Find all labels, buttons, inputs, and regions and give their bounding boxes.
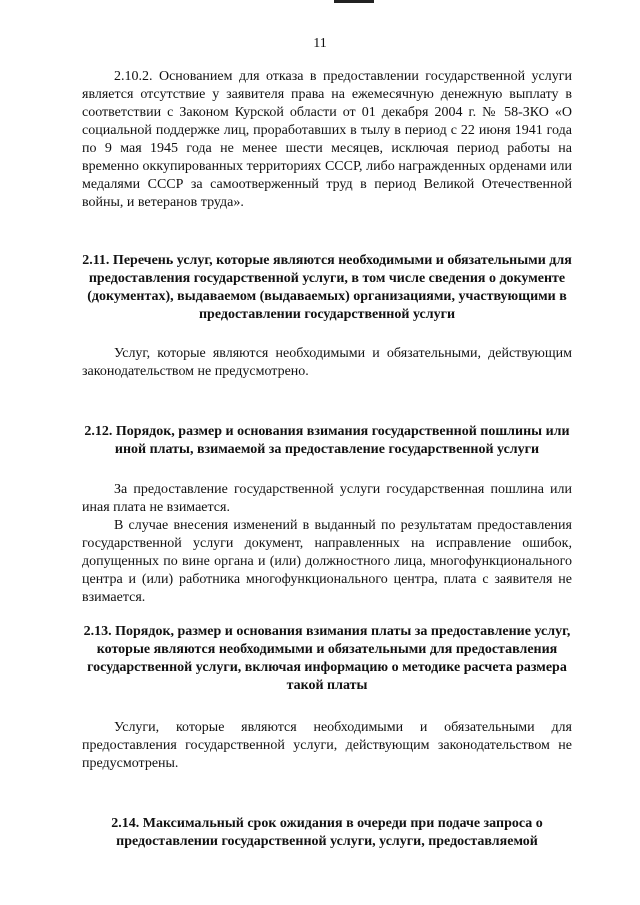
paragraph-2-12-fee: За предоставление государственной услуги государственная пошлина или иная плата не взимается. — [82, 482, 572, 515]
heading-2-13: 2.13. Порядок, размер и основания взимания платы за предоставление услуг, которые являются необходимыми и обязательными для предоставления государственной услуги, включая информацию о методике расчета размера такой платы — [83, 624, 571, 693]
paragraph-2-11: Услуг, которые являются необходимыми и обязательными, действующим законодательством не предусмотрено. — [82, 346, 572, 379]
heading-2-11: 2.11. Перечень услуг, которые являются необходимыми и обязательными для предоставления государственной услуги, в том числе сведения о документе (документах), выдаваемом (выдаваемых) организациями, участвующими в предоставлении государственной услуги — [82, 253, 572, 322]
document-body — [82, 68, 572, 851]
page-number: 11 — [313, 36, 327, 51]
paragraph-2-13: Услуги, которые являются необходимыми и обязательными для предоставления государственной услуги, действующим законодательством не предусмотрены. — [82, 720, 572, 771]
top-edge-mark — [334, 0, 374, 3]
heading-2-12: 2.12. Порядок, размер и основания взимания государственной пошлины или иной платы, взимаемой за предоставление государственной услуги — [84, 424, 570, 457]
paragraph-2-12-corrections: В случае внесения изменений в выданный по результатам предоставления государственной услуги документ, направленных на исправление ошибок, допущенных по вине органа и (или) должностного лица, многофункционального центра и (или) работника многофункционального центра, плата с заявителя не взимается. — [82, 518, 572, 605]
heading-2-14: 2.14. Максимальный срок ожидания в очереди при подаче запроса о предоставлении государственной услуги, услуги, предоставляемой — [111, 816, 543, 849]
paragraph-2-10-2: 2.10.2. Основанием для отказа в предоставлении государственной услуги является отсутствие у заявителя права на ежемесячную денежную выплату в соответствии с Законом Курской области от 01 декабря 2004 г. № 58-ЗКО «О социальной поддержке лиц, проработавших в тылу в период с 22 июня 1941 года по 9 мая 1945 года не менее шести месяцев, исключая период работы на временно оккупированных территориях СССР, либо награжденных орденами или медалями СССР за самоотверженный труд в период Великой Отечественной войны, и ветеранов труда». — [82, 69, 572, 210]
